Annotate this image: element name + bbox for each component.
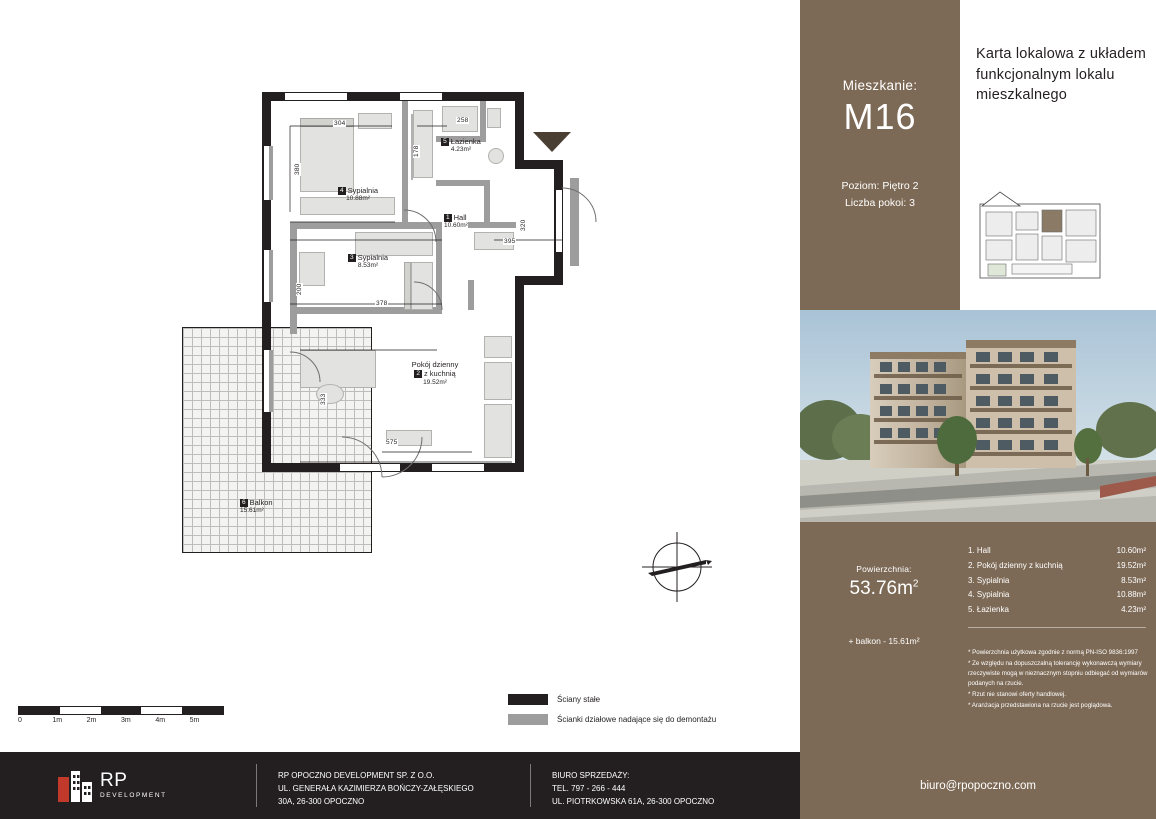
legend-row-partition xyxy=(508,714,716,725)
scale-tick-3: 3m xyxy=(120,717,131,724)
dimension-200: 200 xyxy=(296,283,303,295)
sales-office-line: BIURO SPRZEDAŻY: xyxy=(552,771,630,780)
room-area-3: 8.53m² xyxy=(357,262,379,270)
apartment-code: M16 xyxy=(843,96,917,137)
dimension-380: 380 xyxy=(294,163,301,175)
scale-tick-5: 5m xyxy=(189,717,200,724)
room-list-item: 5. Łazienka 4.23m² xyxy=(968,605,1146,615)
area-label: Powierzchnia: xyxy=(856,564,912,574)
room-area-4: 10.88m² xyxy=(346,195,370,203)
level-info xyxy=(800,178,960,212)
room-name-5: Łazienka xyxy=(450,137,481,146)
room-name-3: Sypialnia xyxy=(357,253,389,262)
legend-label-partition: Ścianki działowe nadające się do demontażu xyxy=(557,715,717,724)
room-list-item: 1. Hall 10.60m² xyxy=(968,546,1146,555)
card-title: Karta lokalowa z układem funkcjonalnym lokalu mieszkalnego xyxy=(976,46,1147,104)
room-list-item: 3. Sypialnia 8.53m² xyxy=(968,575,1146,585)
level-label: Poziom: Piętro 2 xyxy=(841,180,919,192)
legend-label-solid: Ściany stałe xyxy=(557,695,601,704)
compass-rose xyxy=(638,528,716,606)
rooms-count-label: Liczba pokoi: 3 xyxy=(844,196,916,209)
footer-divider-1 xyxy=(256,764,257,807)
building-key-plan xyxy=(978,190,1102,290)
room-label-bathroom-5 xyxy=(425,137,497,155)
room-name-4: Sypialnia xyxy=(347,186,379,195)
dimension-258: 258 xyxy=(457,117,469,124)
legend-row-solid xyxy=(508,694,716,705)
divider xyxy=(968,627,1146,628)
plan-legend xyxy=(508,694,716,734)
building-logo-icon xyxy=(58,768,92,802)
room-number-4: 4 xyxy=(339,186,344,194)
room-number-2: 2 xyxy=(416,370,420,378)
area-summary xyxy=(808,564,960,646)
dimension-304: 304 xyxy=(334,120,346,127)
room-name-1: Hall xyxy=(453,213,467,222)
room-label-bedroom-3 xyxy=(330,253,406,271)
dimension-320: 320 xyxy=(520,219,527,231)
footer-right xyxy=(800,752,1156,819)
company-logo xyxy=(58,768,167,802)
scale-bar xyxy=(18,706,224,724)
footer-left xyxy=(0,752,800,819)
dimension-333: 333 xyxy=(320,393,327,405)
note-item: * Rzut nie stanowi oferty handlowej. xyxy=(968,691,1067,699)
sales-office xyxy=(552,769,714,809)
room-name-2-line1: Pokój dzienny xyxy=(411,360,459,369)
room-label-hall-1 xyxy=(444,213,506,231)
room-area-5: 4.23m² xyxy=(450,146,472,154)
room-number-3: 3 xyxy=(349,253,354,261)
room-label-living-2 xyxy=(380,360,490,387)
sales-office-line: UL. PIOTRKOWSKA 61A, 26-300 OPOCZNO xyxy=(552,797,715,807)
dimension-lines xyxy=(262,92,582,482)
note-item: * Aranżacja przedstawiona na rzucie jest poglądowa. xyxy=(968,702,1113,710)
note-item: * Powierzchnia użytkowa zgodnie z normą PN-ISO 9836:1997 xyxy=(968,649,1138,656)
room-label-bedroom-4 xyxy=(318,186,398,204)
company-address-line: RP OPOCZNO DEVELOPMENT SP. Z O.O. xyxy=(278,771,435,780)
room-list-item: 2. Pokój dzienny z kuchnią 19.52m² xyxy=(968,560,1146,570)
apartment-label: Mieszkanie: xyxy=(842,78,918,93)
dimension-575: 575 xyxy=(386,439,398,446)
scale-tick-1: 1m xyxy=(52,717,63,724)
footer-divider-2 xyxy=(530,764,531,807)
room-area-6: 15.61m² xyxy=(240,507,264,515)
room-list xyxy=(968,544,1146,635)
dimension-178: 178 xyxy=(413,145,420,157)
logo-text-secondary: DEVELOPMENT xyxy=(100,791,167,799)
company-address-line: UL. GENERAŁA KAZIMIERZA BOŃCZY-ZAŁĘSKIEGO xyxy=(278,784,474,794)
room-name-6: Balkon xyxy=(249,498,273,507)
disclaimer-notes xyxy=(968,648,1150,712)
legend-swatch-solid xyxy=(508,694,548,705)
room-number-5: 5 xyxy=(443,137,447,145)
scale-tick-2: 2m xyxy=(86,717,97,724)
room-label-balcony-6 xyxy=(240,498,312,516)
apartment-id-block xyxy=(800,0,960,310)
room-number-6: 6 xyxy=(242,498,246,506)
room-list-item: 4. Sypialnia 10.88m² xyxy=(968,590,1146,600)
building-render-image xyxy=(800,310,1156,522)
company-address xyxy=(278,769,474,809)
room-number-1: 1 xyxy=(446,213,450,221)
room-name-2-line2: z kuchnią xyxy=(423,369,456,379)
company-address-line: 30A, 26-300 OPOCZNO xyxy=(278,797,365,807)
dimension-378: 378 xyxy=(376,300,388,307)
logo-text-primary: RP xyxy=(100,769,128,791)
sales-office-line: TEL. 797 - 266 - 444 xyxy=(552,784,626,794)
scale-tick-4: 4m xyxy=(155,717,166,724)
info-block xyxy=(800,522,1156,752)
scale-tick-0: 0 xyxy=(18,717,22,724)
area-value: $53.76m^2$ xyxy=(849,578,919,599)
dimension-395: 395 xyxy=(504,238,516,245)
room-area-2: 19.52m² xyxy=(423,378,447,386)
legend-swatch-partition xyxy=(508,714,548,725)
balcony-area-label: + balkon - 15.61m² xyxy=(848,636,920,646)
note-item: * Ze względu na dopuszczalną tolerancję wykonawczą wymiary rzeczywiste mogą w nieznacznym stopniu odbiegać od wymiarów podanych na rzucie. xyxy=(968,660,1148,688)
room-area-1: 10.60m² xyxy=(444,222,468,230)
footer xyxy=(0,752,1156,819)
email-link[interactable]: biuro@rpopoczno.com xyxy=(920,779,1036,792)
